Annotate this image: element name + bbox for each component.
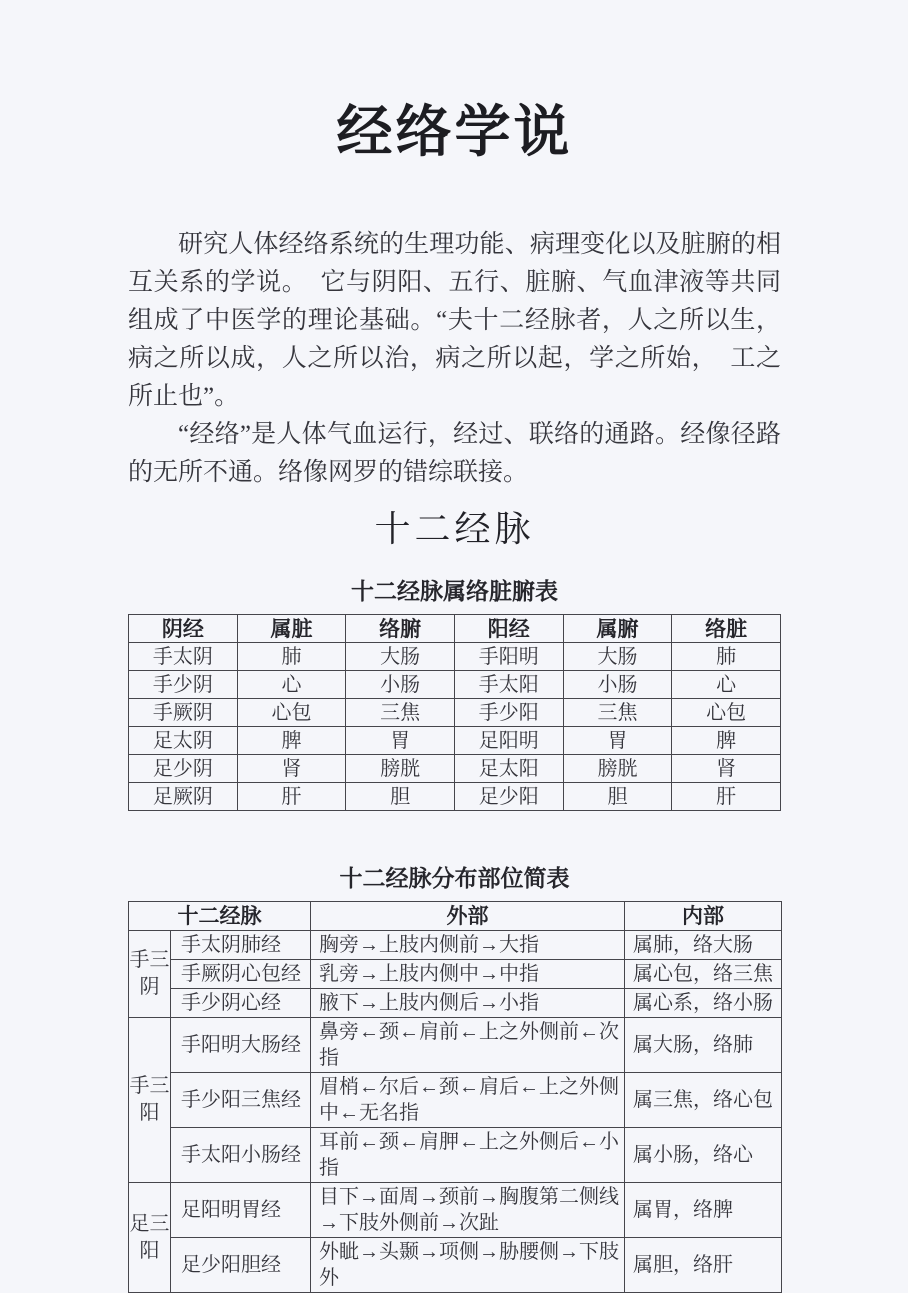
table1-header-cell: 属脏 (237, 615, 346, 643)
meridian-name-cell: 手少阴心经 (171, 989, 311, 1018)
intro-text (128, 226, 781, 492)
table1-cell: 膀胱 (563, 755, 672, 783)
internal-relation-cell: 属大肠，络肺 (625, 1018, 782, 1073)
paragraph-2: “经络”是人体气血运行，经过、联络的通路。经像径路的无所不通。络像网罗的错综联接。 (128, 421, 781, 486)
table1-cell: 胃 (346, 727, 455, 755)
table1-cell: 心包 (237, 699, 346, 727)
table2-row (129, 931, 782, 960)
table1-cell: 肝 (672, 783, 781, 811)
external-path-cell: 胸旁→上肢内侧前→大指 (311, 931, 625, 960)
table1-cell: 足太阴 (129, 727, 238, 755)
internal-relation-cell: 属肺，络大肠 (625, 931, 782, 960)
external-path-cell: 鼻旁←颈←肩前←上之外侧前←次指 (311, 1018, 625, 1073)
table1-cell: 手太阳 (454, 671, 563, 699)
meridian-group-label: 手三阳 (129, 1018, 171, 1183)
table1-cell: 脾 (672, 727, 781, 755)
internal-relation-cell: 属胃，络脾 (625, 1183, 782, 1238)
external-path-cell: 外眦→头颞→项侧→胁腰侧→下肢外 (311, 1238, 625, 1293)
table1-row (129, 699, 781, 727)
table1-row (129, 671, 781, 699)
table1-cell: 脾 (237, 727, 346, 755)
internal-relation-cell: 属心包，络三焦 (625, 960, 782, 989)
meridian-name-cell: 手太阴肺经 (171, 931, 311, 960)
meridian-name-cell: 手太阳小肠经 (171, 1128, 311, 1183)
table1-cell: 足阳明 (454, 727, 563, 755)
table1-cell: 肾 (237, 755, 346, 783)
table1-row (129, 643, 781, 671)
table1-header-cell: 络脏 (672, 615, 781, 643)
table2-header-cell: 内部 (625, 902, 782, 931)
table2-header-row (129, 902, 782, 931)
table2-header-cell: 十二经脉 (129, 902, 311, 931)
table2-row (129, 1238, 782, 1293)
table1-cell: 足太阳 (454, 755, 563, 783)
table1-cell: 小肠 (563, 671, 672, 699)
table1-cell: 足少阴 (129, 755, 238, 783)
table2-row (129, 1128, 782, 1183)
table1-cell: 肺 (237, 643, 346, 671)
table1-cell: 胆 (346, 783, 455, 811)
table1-header-cell: 阴经 (129, 615, 238, 643)
table1-row (129, 783, 781, 811)
table2-row (129, 1183, 782, 1238)
paragraph-1: 研究人体经络系统的生理功能、病理变化以及脏腑的相互关系的学说。 它与阴阳、五行、脏腑、气血津液等共同组成了中医学的理论基础。“夫十二经脉者，人之所以生，病之所以成，人之所以治，病之所以起，学之所始， 工之所止也”。 (128, 231, 781, 410)
meridian-group-label: 足三阳 (129, 1183, 171, 1293)
table1-cell: 心 (672, 671, 781, 699)
table1-cell: 肺 (672, 643, 781, 671)
table2-header-cell: 外部 (311, 902, 625, 931)
external-path-cell: 目下→面周→颈前→胸腹第二侧线→下肢外侧前→次趾 (311, 1183, 625, 1238)
table1-cell: 足少阳 (454, 783, 563, 811)
table1-cell: 肝 (237, 783, 346, 811)
table1-cell: 足厥阴 (129, 783, 238, 811)
table1-cell: 小肠 (346, 671, 455, 699)
table1-header-cell: 络腑 (346, 615, 455, 643)
table1-cell: 手少阴 (129, 671, 238, 699)
table1-cell: 大肠 (346, 643, 455, 671)
table2-row (129, 989, 782, 1018)
table1-row (129, 727, 781, 755)
external-path-cell: 乳旁→上肢内侧中→中指 (311, 960, 625, 989)
table2-row (129, 1018, 782, 1073)
table1-cell: 手少阳 (454, 699, 563, 727)
table1-header-row (129, 615, 781, 643)
table1-cell: 胆 (563, 783, 672, 811)
external-path-cell: 耳前←颈←肩胛←上之外侧后←小指 (311, 1128, 625, 1183)
meridian-name-cell: 足阳明胃经 (171, 1183, 311, 1238)
meridian-name-cell: 足少阳胆经 (171, 1238, 311, 1293)
table2-caption: 十二经脉分布部位简表 (339, 866, 570, 891)
page-title: 经络学说 (336, 102, 573, 164)
table1-cell: 三焦 (563, 699, 672, 727)
table1-header-cell: 属腑 (563, 615, 672, 643)
table1-cell: 手阳明 (454, 643, 563, 671)
meridian-distribution-table (128, 901, 782, 1293)
table1-cell: 胃 (563, 727, 672, 755)
meridian-name-cell: 手少阳三焦经 (171, 1073, 311, 1128)
table1-cell: 心包 (672, 699, 781, 727)
table1-cell: 手太阴 (129, 643, 238, 671)
table1-cell: 心 (237, 671, 346, 699)
table1-cell: 肾 (672, 755, 781, 783)
internal-relation-cell: 属胆，络肝 (625, 1238, 782, 1293)
table1-cell: 手厥阴 (129, 699, 238, 727)
meridian-name-cell: 手厥阴心包经 (171, 960, 311, 989)
table1-cell: 大肠 (563, 643, 672, 671)
internal-relation-cell: 属小肠，络心 (625, 1128, 782, 1183)
meridian-group-label: 手三阴 (129, 931, 171, 1018)
table2-row (129, 1073, 782, 1128)
internal-relation-cell: 属心系，络小肠 (625, 989, 782, 1018)
external-path-cell: 眉梢←尔后←颈←肩后←上之外侧中←无名指 (311, 1073, 625, 1128)
meridian-name-cell: 手阳明大肠经 (171, 1018, 311, 1073)
table2-row (129, 960, 782, 989)
external-path-cell: 腋下→上肢内侧后→小指 (311, 989, 625, 1018)
table1-cell: 膀胱 (346, 755, 455, 783)
internal-relation-cell: 属三焦，络心包 (625, 1073, 782, 1128)
table1-caption: 十二经脉属络脏腑表 (351, 579, 558, 604)
section-heading: 十二经脉 (374, 509, 535, 549)
meridian-organ-table (128, 614, 781, 811)
table1-header-cell: 阳经 (454, 615, 563, 643)
table1-cell: 三焦 (346, 699, 455, 727)
table1-row (129, 755, 781, 783)
